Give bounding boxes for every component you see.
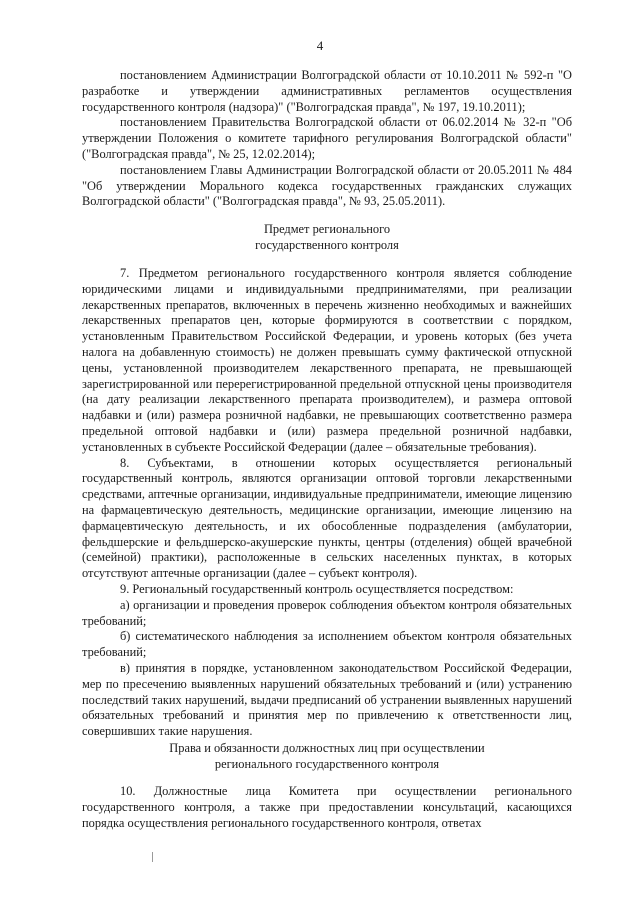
rights-section-body [82, 784, 572, 831]
paragraph: в) принятия в порядке, установленном законодательством Российской Федерации, мер по пресечению выявленных нарушений обязательных требований и (или) устранению последствий таких нарушений, выдачи предписаний об устранении выявленных нарушений обязательных требований и принятия мер по привлечению к ответственности лиц, совершивших такие нарушения. [82, 660, 572, 739]
paragraph: а) организации и проведения проверок соблюдения объектом контроля обязательных требований; [82, 597, 572, 628]
heading-line: государственного контроля [255, 237, 399, 252]
paragraph: постановлением Правительства Волгоградской области от 06.02.2014 № 32-п "Об утверждении Положения о комитете тарифного регулирования Волгоградской области" ("Волгоградская правда", № 25, 12.02.2014); [82, 115, 572, 161]
paragraph: постановлением Главы Администрации Волгоградской области от 20.05.2011 № 484 "Об утверждении Морального кодекса государственных гражданских служащих Волгоградской области" ("Волгоградская правда", № 93, 25.05.2011). [82, 162, 572, 209]
paragraph: 7. Предметом регионального государственного контроля является соблюдение юридическими лицами и индивидуальными предпринимателями, при реализации лекарственных препаратов, включенных в перечень жизненно необходимых и важнейших лекарственных препаратов цен, которые формируются в соответствии с порядком, установленным Правительством Российской Федерации, и уровень которых (без учета налога на добавленную стоимость) не должен превышать сумму фактической отпускной цены, установленной производителем лекарственного препарата, не превышающей зарегистрированной или перерегистрированной предельной отпускной цены производителя (на дату реализации лекарственного препарата производителем), и размера оптовой надбавки и (или) размера розничной надбавки, не превышающих соответственно размера предельной оптовой надбавки и (или) размера предельной розничной надбавки, установленных в субъекте Российской Федерации (далее – обязательные требования). [82, 266, 572, 454]
paragraph: постановлением Администрации Волгоградской области от 10.10.2011 № 592-п "О разработке и утверждении административных регламентов осуществления государственного контроля (надзора)" ("Волгоградская правда", № 197, 19.10.2011); [82, 68, 572, 114]
subject-section-body [82, 266, 572, 740]
heading-line: Предмет регионального [263, 222, 391, 236]
heading-line: регионального государственного контроля [214, 756, 440, 771]
scan-artifact [152, 852, 153, 862]
paragraph: 8. Субъектами, в отношении которых осуществляется региональный государственный контроль, являются организации оптовой торговли лекарственными средствами, аптечные организации, индивидуальные предприниматели, имеющие лицензию на фармацевтическую деятельность, медицинские организации, имеющие лицензию на фармацевтическую деятельность, и их обособленные подразделения (амбулатории, фельдшерские и фельдшерско-акушерские пункты, центры (отделения) общей врачебной (семейной) практики), расположенные в сельских населенных пунктах, в которых отсутствуют аптечные организации (далее – субъект контроля). [82, 455, 572, 581]
section-heading-subject [82, 222, 572, 254]
legal-basis-list [82, 68, 572, 210]
paragraph: 10. Должностные лица Комитета при осуществлении регионального государственного контроля, а также при предоставлении консультаций, касающихся порядка осуществления регионального государственного контроля, ответах [82, 784, 572, 830]
heading-line: Права и обязанности должностных лиц при осуществлении [169, 741, 485, 755]
page-number: 4 [316, 38, 324, 53]
paragraph: 9. Региональный государственный контроль осуществляется посредством: [120, 581, 514, 596]
paragraph: б) систематического наблюдения за исполнением объектом контроля обязательных требований; [82, 629, 572, 660]
section-heading-rights [82, 741, 572, 773]
